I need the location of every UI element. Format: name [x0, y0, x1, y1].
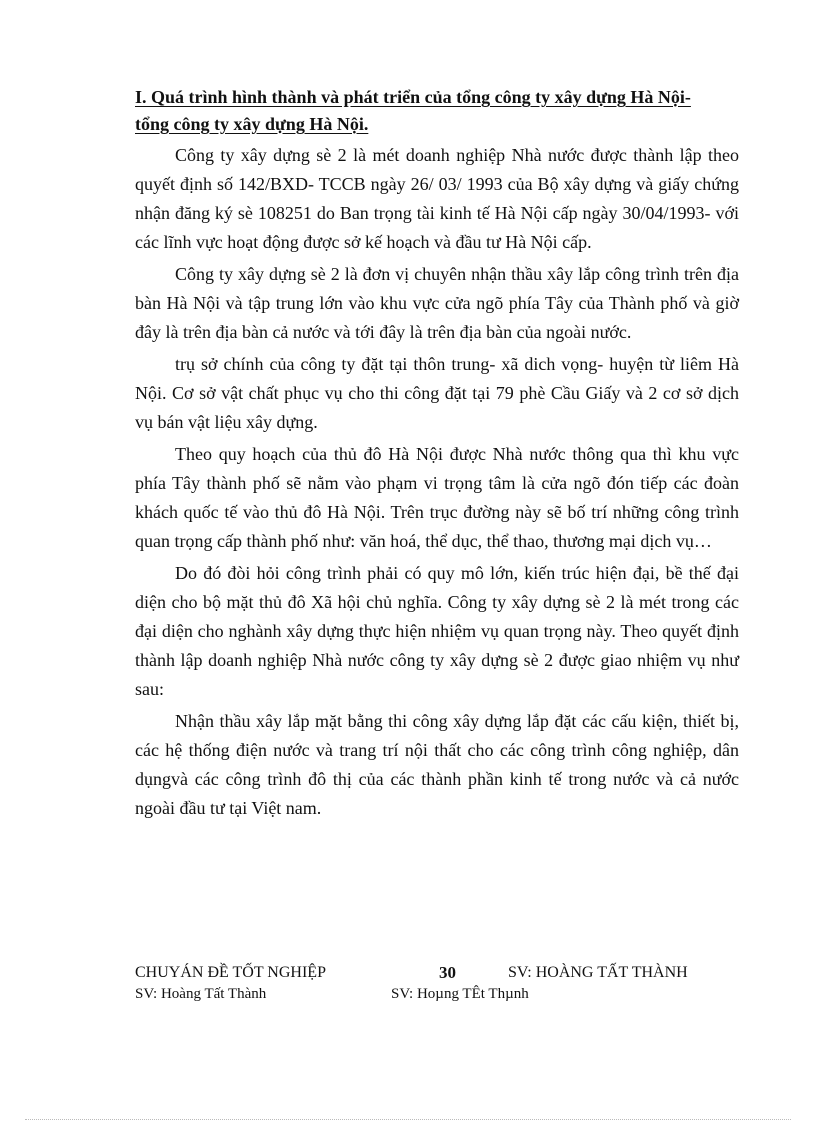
paragraph: Theo quy hoạch của thủ đô Hà Nội được Nhà nước thông qua thì khu vực phía Tây thành phố sẽ nằm vào phạm vi trọng tâm là cửa ngõ đón tiếp các đoàn khách quốc tế vào thủ đô Hà Nội. Trên trục đường này sẽ bố trí những công trình quan trọng cấp thành phố như: văn hoá, thể dục, thể thao, thương mại dịch vụ…	[135, 444, 739, 551]
paragraph: Do đó đòi hỏi công trình phải có quy mô lớn, kiến trúc hiện đại, bề thế đại diện cho bộ mặt thủ đô Xã hội chủ nghĩa. Công ty xây dựng sè 2 là mét trong các đại diện cho nghành xây dựng thực hiện nhiệm vụ quan trọng này. Theo quyết định thành lập doanh nghiệp Nhà nước công ty xây dựng sè 2 được giao nhiệm vụ như sau:	[135, 563, 739, 699]
footer-student-name: SV: HOÀNG TẤT THÀNH	[508, 964, 688, 981]
paragraph: Công ty xây dựng sè 2 là đơn vị chuyên nhận thầu xây lắp công trình trên địa bàn Hà Nội và tập trung lớn vào khu vực cửa ngõ phía Tây của Thành phố và giờ đây là trên địa bàn cả nước và tới đây là trên địa bàn của ngoài nước.	[135, 264, 739, 342]
section-heading-line-1: I. Quá trình hình thành và phát triển của tổng công ty xây dựng Hà Nội-	[135, 87, 691, 107]
paragraph: Công ty xây dựng sè 2 là mét doanh nghiệp Nhà nước được thành lập theo quyết định số 142/BXD- TCCB ngày 26/ 03/ 1993 của Bộ xây dựng và giấy chứng nhận đăng ký sè 108251 do Ban trọng tài kinh tế Hà Nội cấp ngày 30/04/1993- với các lĩnh vực hoạt động được sở kế hoạch và đầu tư Hà Nội cấp.	[135, 145, 739, 252]
section-heading-line-2: tổng công ty xây dựng Hà Nội.	[135, 114, 369, 134]
body-text	[135, 141, 739, 826]
paragraph: Nhận thầu xây lắp mặt bằng thi công xây dựng lắp đặt các cấu kiện, thiết bị, các hệ thống điện nước và trang trí nội thất cho các công trình công nghiệp, dân dụngvà các công trình đô thị của các thành phần kinh tế trong nước và cả nước ngoài đầu tư tại Việt nam.	[135, 711, 739, 818]
paragraph: trụ sở chính của công ty đặt tại thôn trung- xã dich vọng- huyện từ liêm Hà Nội. Cơ sở vật chất phục vụ cho thi công đặt tại 79 phè Cầu Giấy và 2 cơ sở dịch vụ bán vật liệu xây dựng.	[135, 354, 739, 432]
footer-report-title: CHUYÁN ĐỀ TỐT NGHIỆP	[135, 964, 326, 981]
footer-student-name-garbled: SV: Hoµng TÊt Thµnh	[391, 986, 529, 1002]
section-heading	[135, 84, 745, 138]
page-number: 30	[439, 963, 456, 982]
page-bottom-divider	[25, 1119, 791, 1120]
footer-student-name-left: SV: Hoàng Tất Thành	[135, 986, 267, 1002]
